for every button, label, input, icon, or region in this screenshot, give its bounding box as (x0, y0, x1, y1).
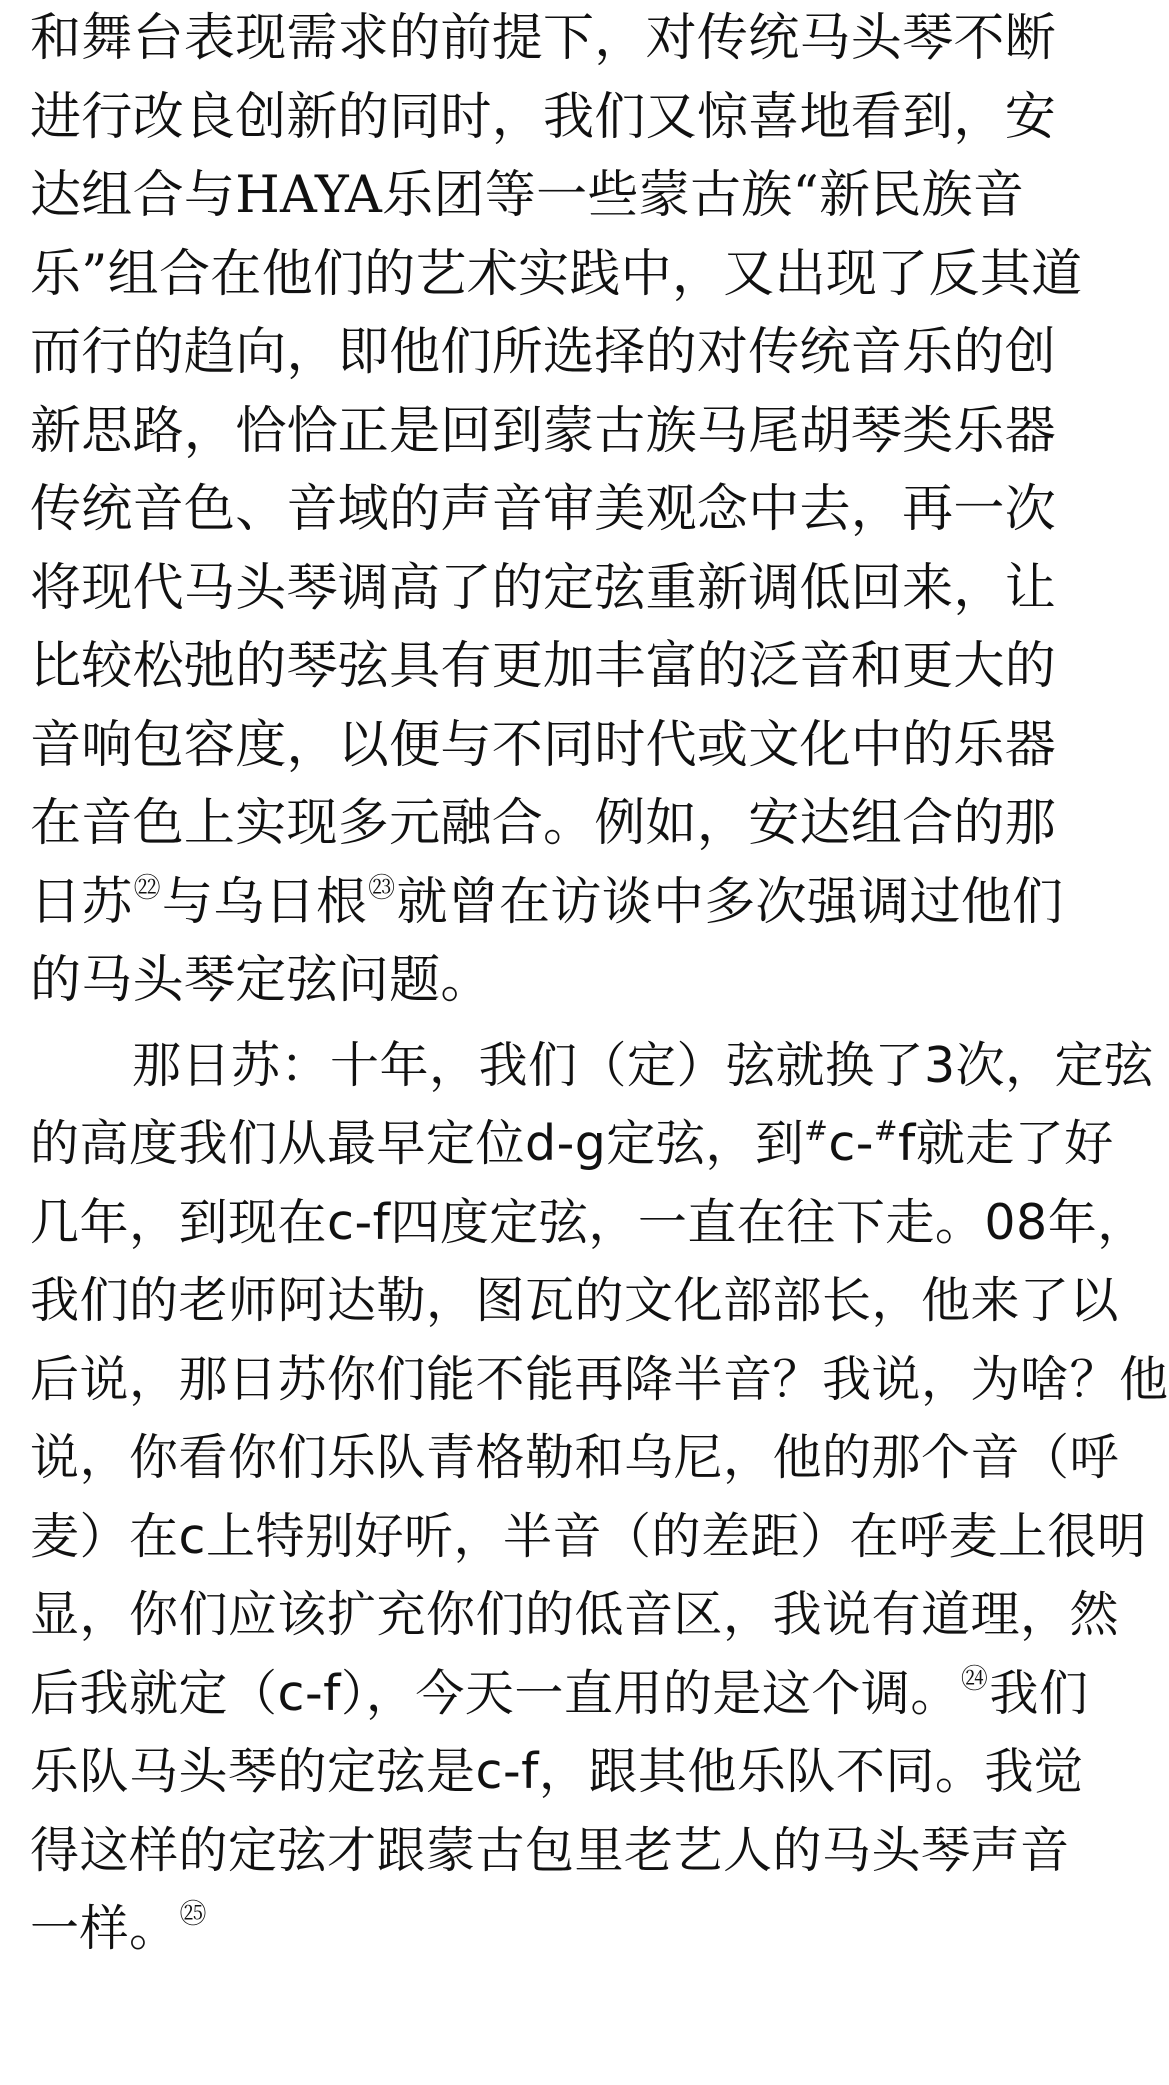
text-line: 达组合与HAYA乐团等一些蒙古族“新民族音 (30, 166, 1025, 225)
body-paragraph (30, 0, 1083, 1021)
quote-line (30, 1105, 1114, 1184)
text-segment: 后我就定（c-f），今天一直用的是这个调。 (30, 1664, 960, 1722)
quote-line: 我们的老师阿达勒，图瓦的文化部部长，他来了以 (30, 1272, 1120, 1329)
quote-line: 那日苏：十年，我们（定）弦就换了3次，定弦 (132, 1036, 1154, 1094)
text-line: 音响包容度，以便与不同时代或文化中的乐器 (30, 715, 1057, 775)
text-line: 而行的趋向，即他们所选择的对传统音乐的创 (30, 323, 1057, 382)
quote-line: 说，你看你们乐队青格勒和乌尼，他的那个音（呼 (30, 1429, 1120, 1486)
sharp-sign: # (804, 1114, 829, 1147)
text-segment: 我们 (989, 1664, 1089, 1722)
text-line: 将现代马头琴调高了的定弦重新调低回来，让 (30, 558, 1057, 618)
text-line: 的马头琴定弦问题。 (30, 951, 492, 1010)
text-line: 新思路，恰恰正是回到蒙古族马尾胡琴类乐器 (30, 401, 1057, 461)
quote-line: 得这样的定弦才跟蒙古包里老艺人的马头琴声音 (30, 1821, 1070, 1879)
quote-line: 后说，那日苏你们能不能再降半音？我说，为啥？他 (30, 1350, 1169, 1408)
text-segment: c- (828, 1115, 874, 1172)
sharp-sign: # (873, 1114, 898, 1147)
text-line: 在音色上实现多元融合。例如，安达组合的那 (30, 794, 1057, 853)
footnote-marker-23[interactable]: ㉓ (368, 872, 396, 904)
text-line: 比较松弛的琴弦具有更加丰富的泛音和更大的 (30, 637, 1057, 696)
text-segment: 一样。 (30, 1900, 179, 1957)
text-line: 传统音色、音域的声音审美观念中去，再一次 (30, 480, 1057, 539)
quote-line: 麦）在c上特别好听，半音（的差距）在呼麦上很明 (30, 1507, 1147, 1565)
text-line (30, 864, 1064, 943)
text-line: 和舞台表现需求的前提下，对传统马头琴不断 (30, 9, 1057, 68)
document-page (30, 0, 1169, 1969)
quote-line: 显，你们应该扩充你们的低音区，我说有道理，然 (30, 1586, 1120, 1643)
text-segment: 与乌日根 (161, 872, 368, 932)
text-segment: 的高度我们从最早定位d-g定弦，到 (30, 1115, 805, 1172)
interview-quote (30, 1027, 1169, 1969)
text-line: 乐”组合在他们的艺术实践中，又出现了反其道 (30, 244, 1083, 304)
quote-line: 几年，到现在c-f四度定弦，一直在往下走。08年， (30, 1193, 1147, 1251)
text-segment: f就走了好 (897, 1115, 1114, 1172)
quote-line (30, 1890, 1060, 1969)
footnote-marker-24[interactable]: ㉔ (960, 1663, 989, 1695)
text-segment: 就曾在访谈中多次强调过他们 (396, 872, 1064, 932)
text-segment: 日苏 (30, 872, 133, 932)
quote-line (30, 1655, 1089, 1734)
quote-line: 乐队马头琴的定弦是c-f，跟其他乐队不同。我觉 (30, 1743, 1084, 1800)
footnote-marker-22[interactable]: ㉒ (133, 872, 161, 904)
footnote-marker-25[interactable]: ㉕ (179, 1899, 208, 1930)
text-line: 进行改良创新的同时，我们又惊喜地看到，安 (30, 87, 1057, 147)
